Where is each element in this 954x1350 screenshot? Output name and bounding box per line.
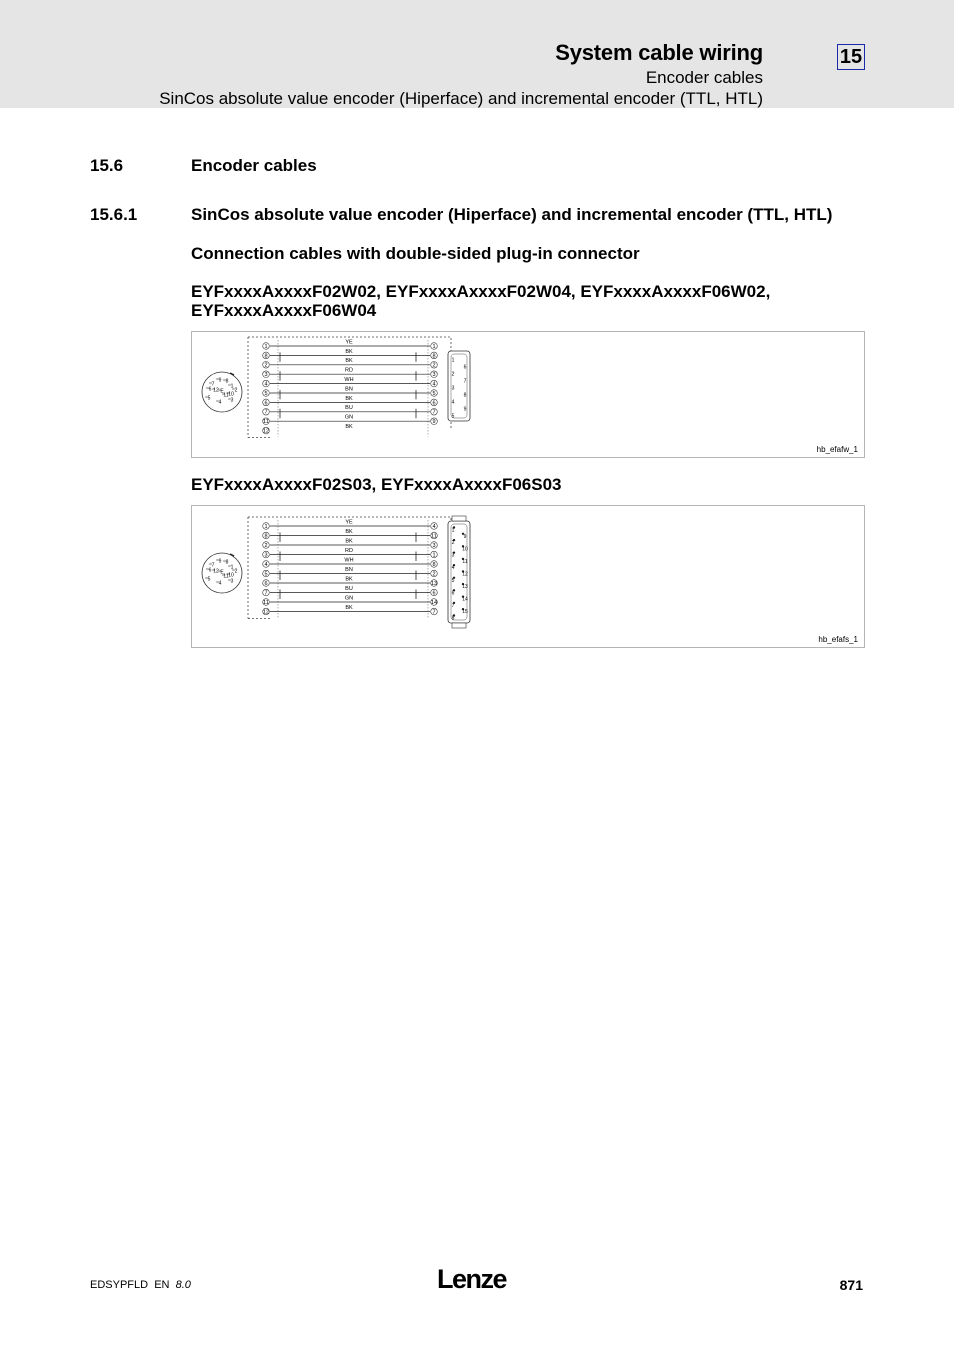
- wire-color-label: BK: [345, 538, 353, 545]
- circular-pin-label: 2: [234, 568, 238, 575]
- sub-d-pin-label: 4: [451, 399, 455, 406]
- left-pin-label: 5: [264, 571, 268, 578]
- sub-d-pin-label: 5: [451, 577, 455, 584]
- left-pin-label: 8: [264, 353, 268, 360]
- right-pin-label: 6: [432, 400, 436, 407]
- right-pin-label: 7: [432, 609, 436, 616]
- right-pin-label: 13: [430, 580, 438, 587]
- left-pin-label: 8: [264, 533, 268, 540]
- footer-doc-info: [90, 1279, 191, 1291]
- right-pin-label: 8: [432, 353, 436, 360]
- sub-d-pin-label: 7: [451, 602, 455, 609]
- right-pin-label: 6: [432, 590, 436, 597]
- circular-pin-label: 8: [225, 559, 229, 566]
- left-pin-label: 1: [264, 343, 268, 350]
- left-pin-label: 2: [264, 542, 268, 549]
- header-subtitle-2: SinCos absolute value encoder (Hiperface) and incremental encoder (TTL, HTL): [159, 89, 763, 108]
- circular-pin-label: 12: [213, 387, 219, 394]
- sub-d-pin-label: 12: [462, 571, 468, 578]
- figure1-caption-line1: EYFxxxxAxxxxF02W02, EYFxxxxAxxxxF02W04, EYFxxxxAxxxxF06W02,: [191, 282, 771, 301]
- right-pin-label: 3: [432, 542, 436, 549]
- left-pin-label: 3: [264, 372, 268, 379]
- circular-pin-label: 3: [230, 578, 234, 585]
- wire-color-label: BK: [345, 348, 353, 355]
- circular-pin-label: 9: [218, 558, 222, 565]
- circular-pin-label: 8: [225, 378, 229, 385]
- circular-pin-label: 9: [218, 377, 222, 384]
- wire-color-label: BU: [345, 585, 353, 592]
- wire-color-label: BN: [345, 566, 353, 573]
- wire-color-label: BK: [345, 358, 353, 365]
- sub-d-pin-label: 6: [463, 364, 467, 371]
- sub-d-pin-label: 13: [462, 584, 468, 591]
- header-subtitle-1: Encoder cables: [645, 68, 763, 87]
- wire-color-label: BK: [345, 424, 353, 430]
- wire-color-label: BK: [345, 395, 353, 402]
- wire-color-label: RD: [345, 547, 353, 554]
- sub-d-pin-label: 14: [462, 596, 468, 603]
- right-pin-label: 2: [432, 571, 436, 578]
- right-pin-label: 7: [432, 409, 436, 416]
- circular-pin-label: 10: [228, 391, 234, 398]
- circular-pin-label: 4: [218, 399, 222, 406]
- wire-color-label: RD: [345, 367, 353, 374]
- figure2-id: hb_efafs_1: [818, 635, 858, 644]
- left-pin-label: 6: [264, 400, 268, 407]
- right-pin-label: 3: [432, 372, 436, 379]
- figure1-drawing: [192, 332, 864, 457]
- right-pin-label: 4: [432, 381, 436, 388]
- page-title: System cable wiring: [555, 40, 763, 65]
- sub-d-pin-label: 1: [451, 527, 455, 534]
- left-pin-label: 3: [264, 552, 268, 559]
- left-pin-label: 11: [263, 419, 269, 426]
- right-pin-label: 1: [432, 343, 436, 350]
- left-pin-label: 7: [264, 409, 268, 416]
- wire-color-label: BU: [345, 405, 353, 412]
- chapter-number-box[interactable]: 15: [837, 44, 865, 70]
- right-pin-label: 2: [432, 362, 436, 369]
- wire-color-label: YE: [345, 339, 353, 346]
- sub-d-pin-label: 15: [462, 609, 468, 616]
- wire-color-label: GN: [344, 595, 354, 602]
- wire-color-label: BN: [345, 386, 353, 393]
- right-pin-label: 5: [432, 390, 436, 397]
- figure1-caption-line2: EYFxxxxAxxxxF06W04: [191, 301, 377, 320]
- footer-lang: EN: [154, 1279, 170, 1291]
- sub-d-pin-label: 8: [463, 392, 467, 399]
- left-pin-label: 12: [262, 609, 270, 616]
- sub-d-pin-label: 6: [451, 590, 455, 597]
- figure1-wiring-diagram: [191, 331, 865, 458]
- left-pin-label: 7: [264, 590, 268, 597]
- sub-d-pin-label: 3: [451, 552, 455, 559]
- circular-pin-label: 6: [208, 567, 212, 574]
- wire-color-label: BK: [345, 604, 353, 611]
- wire-color-label: YE: [345, 519, 353, 526]
- figure1-id: hb_efafw_1: [816, 445, 858, 454]
- lenze-logo: Lenze: [437, 1264, 507, 1294]
- circular-pin-label: 11: [223, 573, 229, 580]
- wire-color-label: GN: [344, 414, 354, 421]
- left-pin-label: 12: [262, 428, 270, 435]
- figure2-wiring-diagram: [191, 505, 865, 648]
- right-pin-label: 14: [430, 599, 438, 606]
- circular-pin-label: 7: [211, 562, 215, 569]
- circular-pin-label: E: [220, 388, 224, 395]
- circular-pin-label: E: [220, 569, 224, 576]
- sub-d-pin-label: 1: [451, 357, 455, 364]
- sub-d-pin-label: 2: [451, 371, 455, 378]
- wire-color-label: WH: [344, 377, 354, 383]
- wire-color-label: BK: [345, 528, 353, 535]
- left-pin-label: 4: [264, 381, 268, 388]
- section-title: Encoder cables: [191, 156, 317, 175]
- circular-pin-label: 12: [213, 568, 219, 575]
- circular-pin-label: 1: [230, 383, 234, 390]
- right-pin-label: 8: [432, 561, 436, 568]
- circular-pin-label: 5: [207, 576, 211, 583]
- sub-d-pin-label: 7: [463, 378, 467, 385]
- subsection-title: SinCos absolute value encoder (Hiperface) and incremental encoder (TTL, HTL): [191, 205, 833, 224]
- wire-color-label: BK: [345, 576, 353, 583]
- left-pin-label: 11: [263, 599, 269, 606]
- left-pin-label: 4: [264, 561, 268, 568]
- sub-d-pin-label: 4: [451, 565, 455, 572]
- figure2-drawing: [192, 506, 864, 647]
- subsection-number: 15.6.1: [90, 205, 138, 224]
- circular-pin-label: 10: [228, 572, 234, 579]
- circular-pin-label: 5: [207, 395, 211, 402]
- footer-version: 8.0: [175, 1279, 191, 1291]
- left-pin-label: 2: [264, 362, 268, 369]
- section-number: 15.6: [90, 156, 124, 175]
- sub-d-pin-label: 9: [463, 533, 467, 540]
- sub-d-pin-label: 8: [451, 615, 455, 622]
- footer-doc: EDSYPFLD: [90, 1279, 149, 1291]
- circular-pin-label: 2: [234, 387, 238, 394]
- sub-d-pin-label: 5: [451, 413, 455, 420]
- connection-heading: Connection cables with double-sided plug-in connector: [191, 244, 640, 263]
- wire-color-label: WH: [344, 557, 354, 564]
- circular-pin-label: 7: [211, 381, 215, 388]
- sub-d-tab-top: [452, 516, 466, 521]
- right-pin-label: 1: [432, 552, 436, 559]
- left-pin-label: 5: [264, 390, 268, 397]
- left-pin-label: 6: [264, 580, 268, 587]
- circular-pin-label: 11: [223, 392, 229, 399]
- right-pin-label: 11: [431, 533, 437, 540]
- circular-pin-label: 4: [218, 580, 222, 587]
- sub-d-pin-label: 2: [451, 540, 455, 547]
- circular-pin-label: 3: [230, 397, 234, 404]
- circular-pin-label: 1: [230, 564, 234, 571]
- figure2-caption: EYFxxxxAxxxxF02S03, EYFxxxxAxxxxF06S03: [191, 475, 562, 494]
- sub-d-pin-label: 11: [462, 558, 468, 565]
- sub-d-tab-bottom: [452, 623, 466, 628]
- right-pin-label: 9: [432, 419, 436, 426]
- right-pin-label: 4: [432, 523, 436, 530]
- sub-d-pin-label: 10: [462, 546, 468, 553]
- circular-pin-label: 6: [208, 386, 212, 393]
- sub-d-pin-label: 3: [451, 385, 455, 392]
- sub-d-pin-label: 9: [463, 406, 467, 413]
- left-pin-label: 1: [264, 523, 268, 530]
- page-number: 871: [839, 1277, 863, 1293]
